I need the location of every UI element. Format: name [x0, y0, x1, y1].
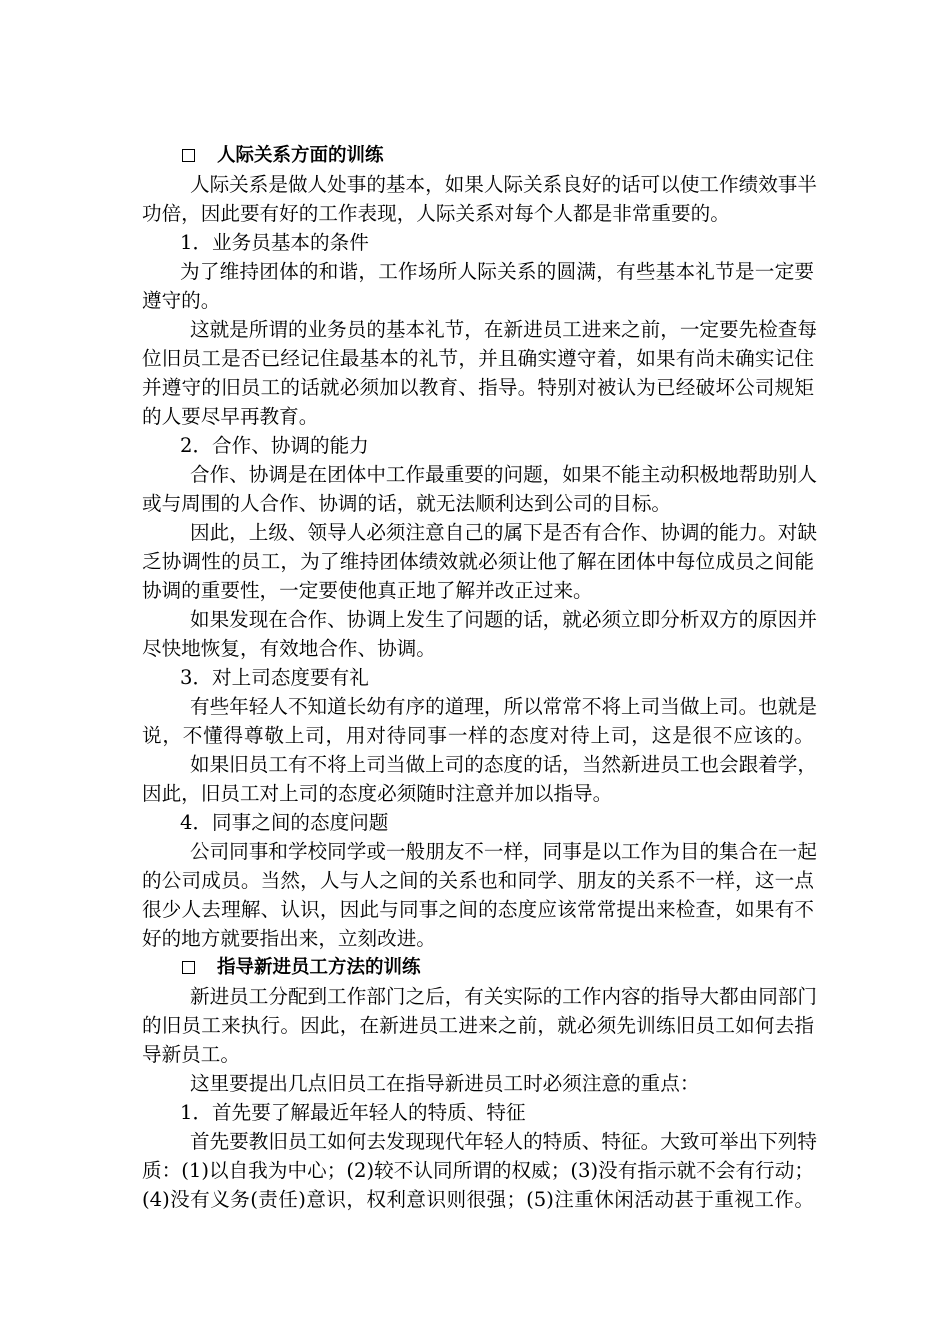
- subsection-title: 4．同事之间的态度问题: [180, 811, 389, 834]
- paragraph-line: 这里要提出几点旧员工在指导新进员工时必须注意的重点：: [190, 1072, 700, 1095]
- paragraph-line: 质：(1)以自我为中心；(2)较不认同所谓的权威；(3)没有指示就不会有行动；: [142, 1159, 814, 1182]
- paragraph-line: 很少人去理解、认识，因此与同事之间的态度应该常常提出来检查，如果有不: [142, 898, 814, 921]
- section-heading: [182, 141, 854, 170]
- paragraph-line: 因此，上级、领导人必须注意自己的属下是否有合作、协调的能力。对缺: [190, 521, 817, 544]
- paragraph-line: (4)没有义务(责任)意识，权利意识则很强；(5)注重休闲活动甚于重视工作。: [142, 1188, 814, 1211]
- paragraph-line: 这就是所谓的业务员的基本礼节，在新进员工进来之前，一定要先检查每: [190, 318, 817, 341]
- subsection-title: 3．对上司态度要有礼: [180, 666, 369, 689]
- paragraph-line: 首先要教旧员工如何去发现现代年轻人的特质、特征。大致可举出下列特: [190, 1130, 817, 1153]
- paragraph-line: 新进员工分配到工作部门之后，有关实际的工作内容的指导大都由同部门: [190, 985, 817, 1008]
- section-heading-text: 人际关系方面的训练: [217, 145, 384, 166]
- subsection-title: 1．业务员基本的条件: [180, 231, 369, 254]
- paragraph-line: 协调的重要性，一定要使他真正地了解并改正过来。: [142, 579, 593, 602]
- paragraph-line: 公司同事和学校同学或一般朋友不一样，同事是以工作为目的集合在一起: [190, 840, 817, 863]
- paragraph-line: 如果旧员工有不将上司当做上司的态度的话，当然新进员工也会跟着学，: [190, 753, 817, 776]
- paragraph-line: 为了维持团体的和谐，工作场所人际关系的圆满，有些基本礼节是一定要: [180, 260, 814, 283]
- checkbox-icon: [182, 961, 195, 974]
- checkbox-icon: [182, 149, 195, 162]
- paragraph-line: 并遵守的旧员工的话就必须加以教育、指导。特别对被认为已经破坏公司规矩: [142, 376, 814, 399]
- paragraph-line: 功倍，因此要有好的工作表现，人际关系对每个人都是非常重要的。: [142, 202, 730, 225]
- subsection-title: 2．合作、协调的能力: [180, 434, 369, 457]
- paragraph-line: 说，不懂得尊敬上司，用对待同事一样的态度对待上司，这是很不应该的。: [142, 724, 814, 747]
- paragraph-line: 如果发现在合作、协调上发生了问题的话，就必须立即分析双方的原因并: [190, 608, 817, 631]
- paragraph-line: 的旧员工来执行。因此，在新进员工进来之前，就必须先训练旧员工如何去指: [142, 1014, 814, 1037]
- paragraph-line: 因此，旧员工对上司的态度必须随时注意并加以指导。: [142, 782, 613, 805]
- section-heading: [182, 953, 854, 982]
- paragraph-line: 乏协调性的员工，为了维持团体绩效就必须让他了解在团体中每位成员之间能: [142, 550, 814, 573]
- paragraph-line: 合作、协调是在团体中工作最重要的问题，如果不能主动积极地帮助别人: [190, 463, 817, 486]
- paragraph-line: 好的地方就要指出来，立刻改进。: [142, 927, 436, 950]
- paragraph-line: 位旧员工是否已经记住最基本的礼节，并且确实遵守着，如果有尚未确实记住: [142, 347, 814, 370]
- paragraph-line: 的人要尽早再教育。: [142, 405, 319, 428]
- section-heading-text: 指导新进员工方法的训练: [217, 957, 421, 978]
- paragraph-line: 遵守的。: [142, 289, 221, 312]
- subsection-title: 1．首先要了解最近年轻人的特质、特征: [180, 1101, 526, 1124]
- paragraph-line: 的公司成员。当然，人与人之间的关系也和同学、朋友的关系不一样，这一点: [142, 869, 814, 892]
- paragraph-line: 或与周围的人合作、协调的话，就无法顺利达到公司的目标。: [142, 492, 672, 515]
- paragraph-line: 有些年轻人不知道长幼有序的道理，所以常常不将上司当做上司。也就是: [190, 695, 817, 718]
- paragraph-line: 尽快地恢复，有效地合作、协调。: [142, 637, 436, 660]
- paragraph-line: 人际关系是做人处事的基本，如果人际关系良好的话可以使工作绩效事半: [190, 173, 817, 196]
- paragraph-line: 导新员工。: [142, 1043, 240, 1066]
